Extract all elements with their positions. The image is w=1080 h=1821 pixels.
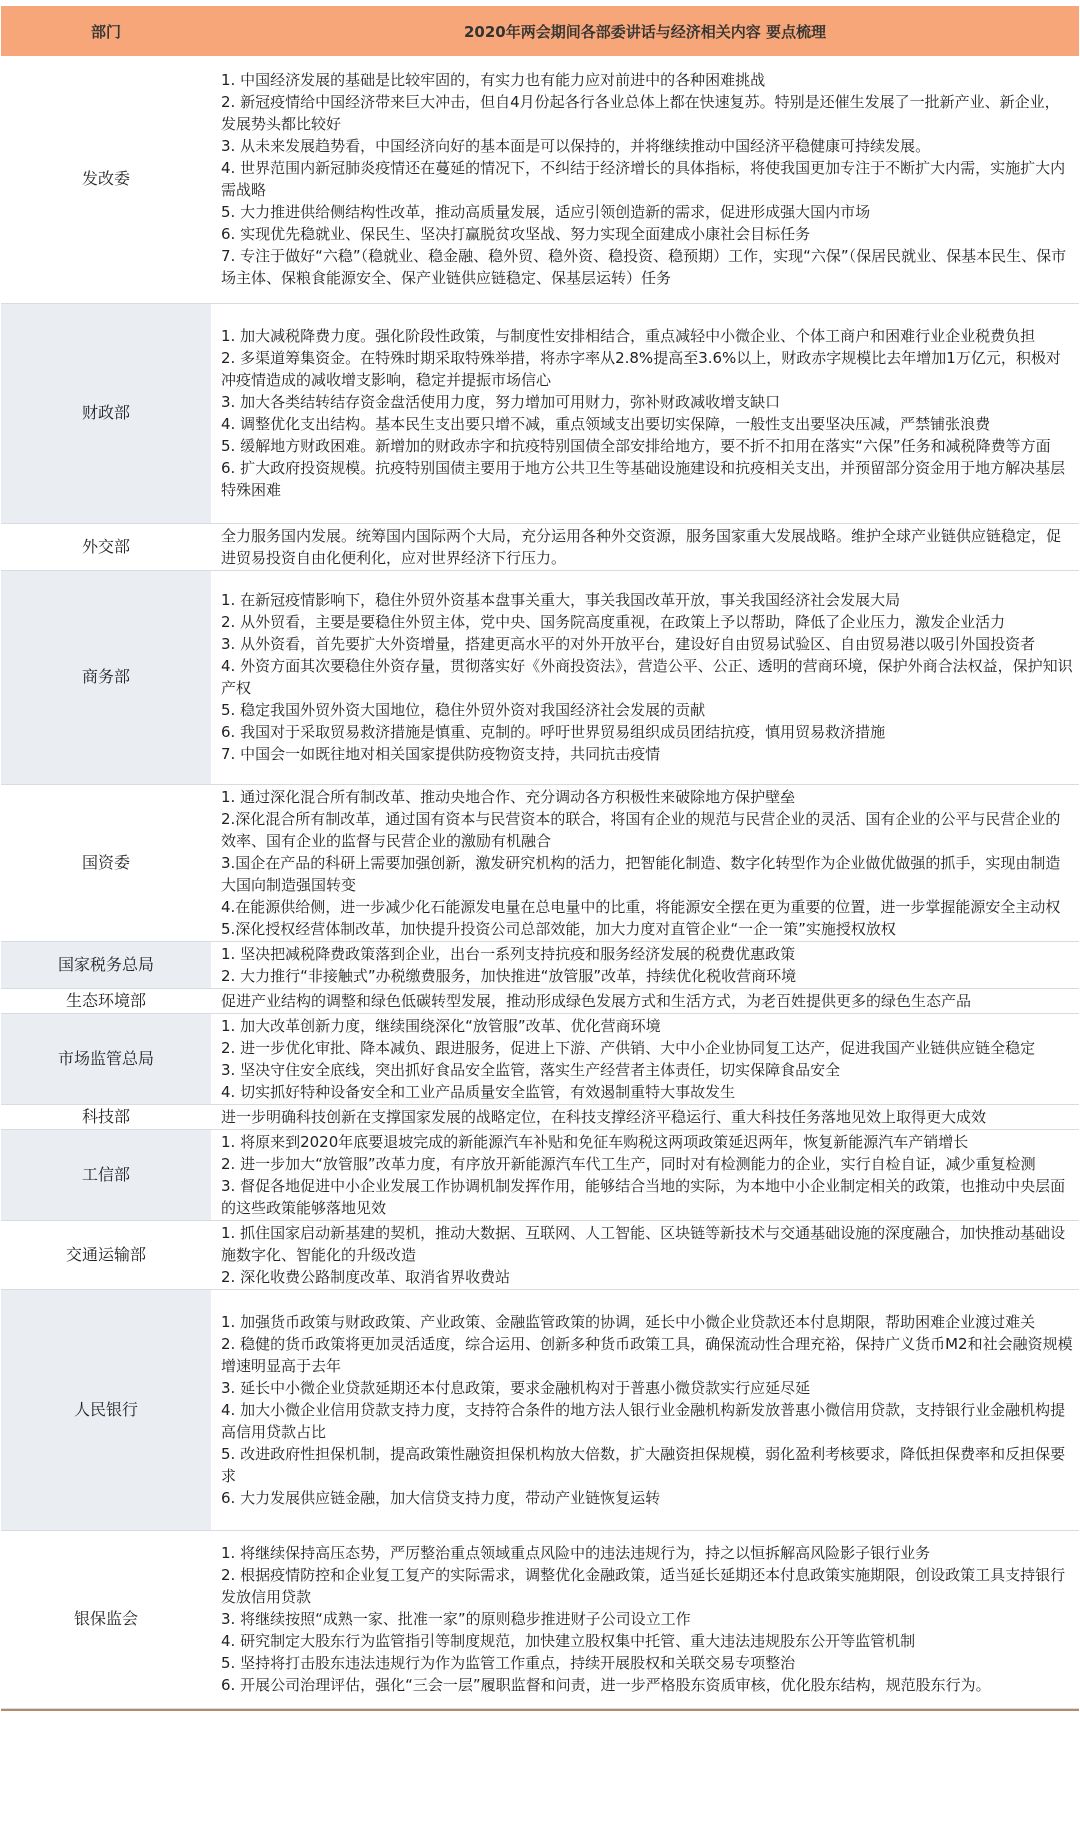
content-cell (211, 784, 1079, 941)
policy-summary-table (1, 6, 1079, 1709)
table-row (1, 523, 1079, 570)
dept-cell: 交通运输部 (1, 1220, 211, 1289)
policy-item: 4. 调整优化支出结构。基本民生支出要只增不减，重点领域支出要切实保障，一般性支出要坚决压减，严禁铺张浪费 (221, 415, 991, 433)
policy-item: 6. 扩大政府投资规模。抗疫特别国债主要用于地方公共卫生等基础设施建设和抗疫相关支出，并预留部分资金用于地方解决基层特殊困难 (221, 459, 1066, 499)
table-row (1, 1129, 1079, 1220)
policy-item: 1. 通过深化混合所有制改革、推动央地合作、充分调动各方积极性来破除地方保护壁垒 (221, 787, 796, 806)
policy-item: 1. 在新冠疫情影响下，稳住外贸外资基本盘事关重大，事关我国改革开放，事关我国经济社会发展大局 (221, 591, 901, 609)
policy-item: 全力服务国内发展。统筹国内国际两个大局，充分运用各种外交资源，服务国家重大发展战略。维护全球产业链供应链稳定，促进贸易投资自由化便利化，应对世界经济下行压力。 (221, 526, 1062, 567)
policy-item: 3. 延长中小微企业贷款延期还本付息政策，要求金融机构对于普惠小微贷款实行应延尽延 (221, 1378, 811, 1397)
dept-cell: 科技部 (1, 1104, 211, 1129)
policy-item: 6. 大力发展供应链金融，加大信贷支持力度，带动产业链恢复运转 (221, 1488, 661, 1507)
policy-item: 4. 世界范围内新冠肺炎疫情还在蔓延的情况下，不纠结于经济增长的具体指标，将使我国更加专注于不断扩大内需，实施扩大内需战略 (221, 159, 1066, 200)
table-row (1, 1013, 1079, 1104)
dept-cell: 生态环境部 (1, 988, 211, 1013)
content-cell (211, 1289, 1079, 1530)
policy-item: 1. 抓住国家启动新基建的契机，推动大数据、互联网、人工智能、区块链等新技术与交通基础设施的深度融合，加快推动基础设施数字化、智能化的升级改造 (221, 1223, 1066, 1264)
policy-item: 4.在能源供给侧，进一步减少化石能源发电量在总电量中的比重，将能源安全摆在更为重要的位置，进一步掌握能源安全主动权 (221, 897, 1061, 916)
dept-column-header: 部门 (1, 6, 211, 56)
dept-cell: 银保监会 (1, 1530, 211, 1708)
dept-cell: 外交部 (1, 523, 211, 570)
policy-item: 2. 深化收费公路制度改革、取消省界收费站 (221, 1267, 511, 1286)
policy-item: 2. 从外贸看，主要是要稳住外贸主体，党中央、国务院高度重视，在政策上予以帮助，降低了企业压力，激发企业活力 (221, 613, 1006, 631)
policy-item: 4. 外资方面其次要稳住外资存量，贯彻落实好《外商投资法》，营造公平、公正、透明的营商环境，保护外商合法权益，保护知识产权 (221, 657, 1073, 697)
dept-cell: 市场监管总局 (1, 1013, 211, 1104)
policy-item: 2. 进一步加大“放管服”改革力度，有序放开新能源汽车代工生产，同时对有检测能力的企业，实行自检自证，减少重复检测 (221, 1154, 1036, 1173)
policy-item: 4. 加大小微企业信用贷款支持力度，支持符合条件的地方法人银行业金融机构新发放普惠小微信用贷款，支持银行业金融机构提高信用贷款占比 (221, 1400, 1066, 1441)
policy-item: 4. 研究制定大股东行为监管指引等制度规范，加快建立股权集中托管、重大违法违规股东公开等监管机制 (221, 1632, 916, 1650)
content-cell (211, 1220, 1079, 1289)
policy-item: 5. 大力推进供给侧结构性改革，推动高质量发展，适应引领创造新的需求，促进形成强大国内市场 (221, 203, 871, 222)
policy-item: 5.深化授权经营体制改革，加快提升投资公司总部效能，加大力度对直管企业“一企一策”实施授权放权 (221, 919, 896, 938)
table-header-row (1, 6, 1079, 56)
policy-item: 5. 稳定我国外贸外资大国地位，稳住外贸外资对我国经济社会发展的贡献 (221, 701, 706, 719)
policy-item: 7. 中国会一如既往地对相关国家提供防疫物资支持，共同抗击疫情 (221, 745, 661, 763)
policy-item: 1. 坚决把减税降费政策落到企业，出台一系列支持抗疫和服务经济发展的税费优惠政策 (221, 944, 796, 963)
policy-item: 2. 大力推行“非接触式”办税缴费服务，加快推进“放管服”改革，持续优化税收营商环境 (221, 966, 797, 985)
content-cell (211, 941, 1079, 988)
dept-cell: 国资委 (1, 784, 211, 941)
policy-item: 1. 加强货币政策与财政政策、产业政策、金融监管政策的协调，延长中小微企业贷款还本付息期限，帮助困难企业渡过难关 (221, 1312, 1036, 1331)
policy-item: 2. 根据疫情防控和企业复工复产的实际需求，调整优化金融政策，适当延长延期还本付息政策实施期限，创设政策工具支持银行发放信用贷款 (221, 1566, 1066, 1606)
content-cell (211, 1129, 1079, 1220)
dept-cell: 财政部 (1, 303, 211, 523)
policy-item: 1. 将继续保持高压态势，严厉整治重点领域重点风险中的违法违规行为，持之以恒拆解高风险影子银行业务 (221, 1544, 931, 1562)
policy-item: 1. 中国经济发展的基础是比较牢固的，有实力也有能力应对前进中的各种困难挑战 (221, 71, 766, 90)
content-cell (211, 570, 1079, 784)
table-body (1, 56, 1079, 1708)
policy-item: 1. 将原来到2020年底要退坡完成的新能源汽车补贴和免征车购税这两项政策延迟两年，恢复新能源汽车产销增长 (221, 1132, 969, 1151)
policy-item: 6. 开展公司治理评估，强化“三会一层”履职监督和问责，进一步严格股东资质审核，优化股东结构，规范股东行为。 (221, 1676, 991, 1694)
content-cell (211, 523, 1079, 570)
bottom-rule (1, 1709, 1079, 1711)
policy-item: 3. 从外资看，首先要扩大外资增量，搭建更高水平的对外开放平台，建设好自由贸易试验区、自由贸易港以吸引外国投资者 (221, 635, 1036, 653)
policy-item: 5. 缓解地方财政困难。新增加的财政赤字和抗疫特别国债全部安排给地方，要不折不扣用在落实“六保”任务和减税降费等方面 (221, 437, 1051, 455)
policy-item: 4. 切实抓好特种设备安全和工业产品质量安全监管，有效遏制重特大事故发生 (221, 1082, 736, 1101)
table-row (1, 784, 1079, 941)
table-row (1, 56, 1079, 303)
policy-item: 2. 多渠道筹集资金。在特殊时期采取特殊举措，将赤字率从2.8%提高至3.6%以上，财政赤字规模比去年增加1万亿元，积极对冲疫情造成的减收增支影响，稳定并提振市场信心 (221, 349, 1061, 389)
table-row (1, 988, 1079, 1013)
dept-cell: 人民银行 (1, 1289, 211, 1530)
content-cell (211, 56, 1079, 303)
table-row (1, 941, 1079, 988)
dept-cell: 商务部 (1, 570, 211, 784)
policy-item: 7. 专注于做好“六稳”（稳就业、稳金融、稳外贸、稳外资、稳投资、稳预期）工作，实现“六保”（保居民就业、保基本民生、保市场主体、保粮食能源安全、保产业链供应链稳定、保基层运转）任务 (221, 247, 1067, 288)
policy-item: 2. 稳健的货币政策将更加灵活适度，综合运用、创新多种货币政策工具，确保流动性合理充裕，保持广义货币M2和社会融资规模增速明显高于去年 (221, 1334, 1073, 1375)
content-cell (211, 1104, 1079, 1129)
table-row (1, 1220, 1079, 1289)
content-cell (211, 988, 1079, 1013)
policy-item: 3. 加大各类结转结存资金盘活使用力度，努力增加可用财力，弥补财政减收增支缺口 (221, 393, 781, 411)
dept-cell: 工信部 (1, 1129, 211, 1220)
policy-item: 1. 加大减税降费力度。强化阶段性政策，与制度性安排相结合，重点减轻中小微企业、个体工商户和困难行业企业税费负担 (221, 327, 1036, 345)
policy-item: 3. 坚决守住安全底线，突出抓好食品安全监管，落实生产经营者主体责任，切实保障食品安全 (221, 1060, 841, 1079)
table-title: 2020年两会期间各部委讲话与经济相关内容 要点梳理 (211, 6, 1079, 56)
dept-cell: 国家税务总局 (1, 941, 211, 988)
table-row (1, 1530, 1079, 1708)
policy-item: 3. 督促各地促进中小企业发展工作协调机制发挥作用，能够结合当地的实际，为本地中小企业制定相关的政策，也推动中央层面的这些政策能够落地见效 (221, 1176, 1066, 1217)
policy-item: 5. 改进政府性担保机制，提高政策性融资担保机构放大倍数，扩大融资担保规模，弱化盈利考核要求，降低担保费率和反担保要求 (221, 1444, 1066, 1485)
policy-item: 3.国企在产品的科研上需要加强创新，激发研究机构的活力，把智能化制造、数字化转型作为企业做优做强的抓手，实现由制造大国向制造强国转变 (221, 853, 1061, 894)
policy-item: 6. 我国对于采取贸易救济措施是慎重、克制的。呼吁世界贸易组织成员团结抗疫，慎用贸易救济措施 (221, 723, 886, 741)
dept-cell: 发改委 (1, 56, 211, 303)
policy-item: 进一步明确科技创新在支撑国家发展的战略定位，在科技支撑经济平稳运行、重大科技任务落地见效上取得更大成效 (221, 1107, 987, 1126)
table-row (1, 1289, 1079, 1530)
policy-item: 2. 进一步优化审批、降本减负、跟进服务，促进上下游、产供销、大中小企业协同复工达产，促进我国产业链供应链全稳定 (221, 1038, 1036, 1057)
content-cell (211, 1013, 1079, 1104)
policy-item: 3. 将继续按照“成熟一家、批准一家”的原则稳步推进财子公司设立工作 (221, 1610, 691, 1628)
content-cell (211, 1530, 1079, 1708)
table-row (1, 303, 1079, 523)
policy-item: 促进产业结构的调整和绿色低碳转型发展，推动形成绿色发展方式和生活方式，为老百姓提供更多的绿色生态产品 (221, 991, 972, 1010)
policy-item: 2.深化混合所有制改革，通过国有资本与民营资本的联合，将国有企业的规范与民营企业的灵活、国有企业的公平与民营企业的效率、国有企业的监督与民营企业的激励有机融合 (221, 809, 1061, 850)
content-cell (211, 303, 1079, 523)
policy-item: 1. 加大改革创新力度，继续围绕深化“放管服”改革、优化营商环境 (221, 1016, 661, 1035)
table-row (1, 1104, 1079, 1129)
policy-item: 3. 从未来发展趋势看，中国经济向好的基本面是可以保持的，并将继续推动中国经济平稳健康可持续发展。 (221, 137, 931, 156)
policy-item: 5. 坚持将打击股东违法违规行为作为监管工作重点，持续开展股权和关联交易专项整治 (221, 1654, 796, 1672)
policy-item: 2. 新冠疫情给中国经济带来巨大冲击，但自4月份起各行各业总体上都在快速复苏。特别是还催生发展了一批新产业、新企业，发展势头都比较好 (221, 93, 1060, 134)
policy-item: 6. 实现优先稳就业、保民生、坚决打赢脱贫攻坚战、努力实现全面建成小康社会目标任务 (221, 225, 811, 244)
table-row (1, 570, 1079, 784)
